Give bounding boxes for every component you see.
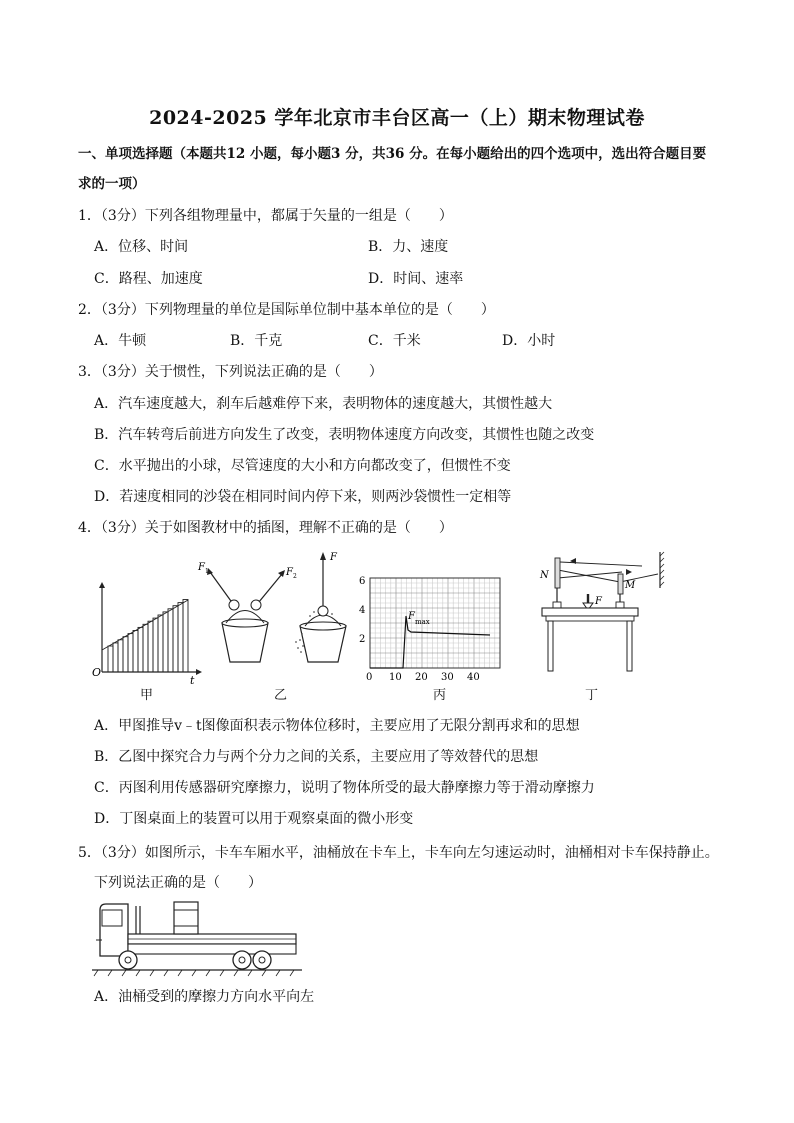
figure-bing-xtick-20: 20 — [415, 672, 428, 683]
section-heading-line1: 一、单项选择题（本题共12 小题，每小题3 分，共36 分。在每小题给出的四个选项中，选出符合题目要 — [78, 146, 707, 162]
question-3-option-a: A．汽车速度越大，刹车后越难停下来，表明物体的速度越大，其惯性越大 — [94, 396, 553, 412]
figure-jia-step — [148, 621, 153, 672]
question-2-option-d: D．小时 — [502, 333, 556, 349]
question-5-stem: 5．（3分）如图所示，卡车车厢水平，油桶放在卡车上，卡车向左匀速运动时，油桶相对卡车保持静止。 — [78, 845, 719, 861]
figure-yi-f1-label: F — [198, 562, 205, 573]
question-3-option-d: D．若速度相同的沙袋在相同时间内停下来，则两沙袋惯性一定相等 — [94, 489, 512, 505]
figure-jia-step — [158, 615, 163, 672]
figure-jia-step — [153, 618, 158, 672]
figure-ding-f-label: F — [595, 596, 602, 607]
figure-jia-step — [173, 606, 178, 672]
figure-bing-xtick-10: 10 — [389, 672, 402, 683]
figure-yi-bucket-left — [222, 623, 268, 662]
figure-jia-step — [138, 627, 143, 672]
question-4-option-a: A．甲图推导v﹣t图像面积表示物体位移时，主要应用了无限分割再求和的思想 — [94, 718, 580, 734]
question-1-option-d: D．时间、速率 — [368, 271, 464, 287]
question-3-option-c: C．水平抛出的小球，尽管速度的大小和方向都改变了，但惯性不变 — [94, 458, 511, 474]
question-2-option-b: B．千克 — [230, 333, 283, 349]
figure-bing-fmax-label: F — [408, 611, 415, 622]
figure-truck-oil-drum — [174, 902, 198, 934]
question-1-option-c: C．路程、加速度 — [94, 271, 203, 287]
question-4-stem: 4．（3分）关于如图教材中的插图，理解不正确的是（ ） — [78, 520, 453, 536]
figure-yi-caption: 乙 — [274, 688, 288, 703]
figure-jia-vt-line — [102, 600, 188, 650]
question-1-option-b: B．力、速度 — [368, 239, 449, 255]
figure-bing-ytick-4: 4 — [359, 605, 366, 616]
figure-ding-m-label: M — [625, 580, 636, 591]
question-1-option-a: A．位移、时间 — [94, 239, 189, 255]
figure-bing-xtick-30: 30 — [441, 672, 454, 683]
page-title: 2024-2025 学年北京市丰台区高一（上）期末物理试卷 — [149, 107, 645, 129]
figure-yi — [192, 548, 358, 673]
figure-ding-tabletop — [542, 608, 638, 616]
figure-jia-step — [143, 624, 148, 672]
question-4-option-c: C．丙图利用传感器研究摩擦力，说明了物体所受的最大静摩擦力等于滑动摩擦力 — [94, 780, 595, 796]
figure-jia — [88, 580, 208, 700]
figure-bing-ytick-6: 6 — [359, 576, 366, 587]
question-2-option-c: C．千米 — [368, 333, 421, 349]
figure-bing-grid — [370, 578, 500, 668]
figure-ding-caption: 丁 — [585, 688, 599, 703]
figure-yi-f2-sub: 2 — [293, 573, 297, 580]
figure-bing-caption: 丙 — [433, 688, 447, 703]
question-5-option-a: A．油桶受到的摩擦力方向水平向左 — [94, 989, 315, 1005]
question-2-option-a: A．牛顿 — [94, 333, 147, 349]
figure-ding — [532, 548, 672, 678]
figure-jia-step — [108, 646, 113, 672]
figure-bing-fmax-sub: max — [415, 618, 430, 626]
figure-yi-f1-sub: 1 — [205, 568, 209, 575]
figure-bing-xtick-0: 0 — [366, 672, 373, 683]
figure-jia-v-arrow — [99, 582, 105, 588]
figure-jia-step — [118, 640, 123, 672]
question-5-stem-line2: 下列说法正确的是（ ） — [94, 875, 262, 891]
figure-jia-caption: 甲 — [140, 688, 154, 703]
figure-jia-step — [178, 603, 183, 672]
figure-yi-f2-label: F — [286, 567, 293, 578]
figure-jia-step — [123, 637, 128, 672]
figure-bing-xtick-40: 40 — [467, 672, 480, 683]
figure-yi-f-label: F — [330, 552, 337, 563]
figure-bing-friction-curve — [370, 616, 490, 668]
figure-jia-step — [168, 609, 173, 672]
figure-ding-mirror-n — [555, 558, 560, 588]
question-4-option-b: B．乙图中探究合力与两个分力之间的关系，主要应用了等效替代的思想 — [94, 749, 539, 765]
figure-jia-staircase — [108, 600, 188, 673]
figure-bing-ytick-2: 2 — [359, 634, 366, 645]
question-3-stem: 3．（3分）关于惯性，下列说法正确的是（ ） — [78, 364, 383, 380]
question-3-option-b: B．汽车转弯后前进方向发生了改变，表明物体速度方向改变，其惯性也随之改变 — [94, 427, 595, 443]
question-1-stem: 1．（3分）下列各组物理量中，都属于矢量的一组是（ ） — [78, 208, 453, 224]
figure-jia-t-label: t — [190, 674, 195, 687]
section-heading-line2: 求的一项） — [78, 176, 146, 192]
question-4-option-d: D．丁图桌面上的装置可以用于观察桌面的微小形变 — [94, 811, 414, 827]
figure-bing — [356, 572, 506, 684]
figure-jia-origin: O — [92, 666, 102, 679]
question-2-stem: 2．（3分）下列物理量的单位是国际单位制中基本单位的是（ ） — [78, 302, 495, 318]
figure-jia-step — [163, 612, 168, 672]
figure-jia-step — [133, 631, 138, 673]
figure-jia-step — [113, 643, 118, 672]
figure-jia-step — [128, 634, 133, 672]
figure-truck — [92, 898, 304, 978]
figure-jia-step — [183, 600, 188, 673]
figure-ding-mirror-m — [618, 574, 623, 594]
figure-ding-n-label: N — [540, 570, 549, 581]
figure-yi-bucket-right — [300, 626, 346, 662]
